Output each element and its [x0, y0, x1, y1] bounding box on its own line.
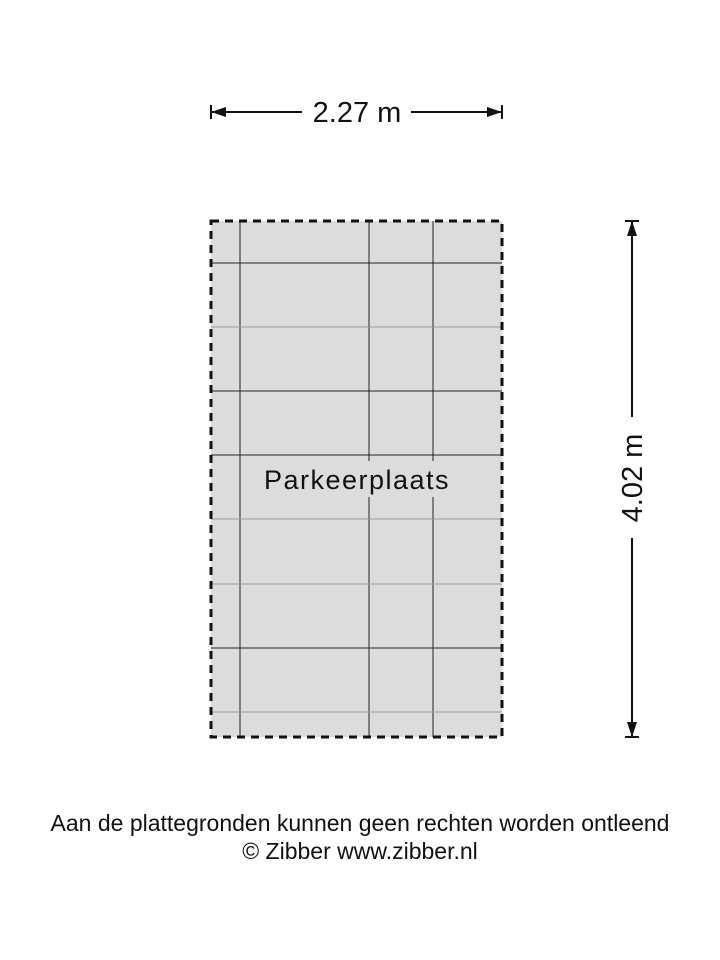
- copyright-text: © Zibber www.zibber.nl: [242, 838, 478, 864]
- width-dimension: [211, 97, 502, 129]
- width-arrowhead-left: [211, 107, 226, 117]
- height-dimension-label: 4.02 m: [617, 433, 649, 523]
- disclaimer-text: Aan de plattegronden kunnen geen rechten worden ontleend: [50, 810, 670, 836]
- room-label: Parkeerplaats: [263, 465, 451, 495]
- height-arrowhead-top: [627, 221, 637, 236]
- width-arrowhead-right: [487, 107, 502, 117]
- height-arrowhead-bottom: [627, 722, 637, 737]
- height-dimension: [617, 221, 649, 737]
- parking-space: [211, 221, 502, 737]
- width-dimension-label: 2.27 m: [312, 97, 402, 129]
